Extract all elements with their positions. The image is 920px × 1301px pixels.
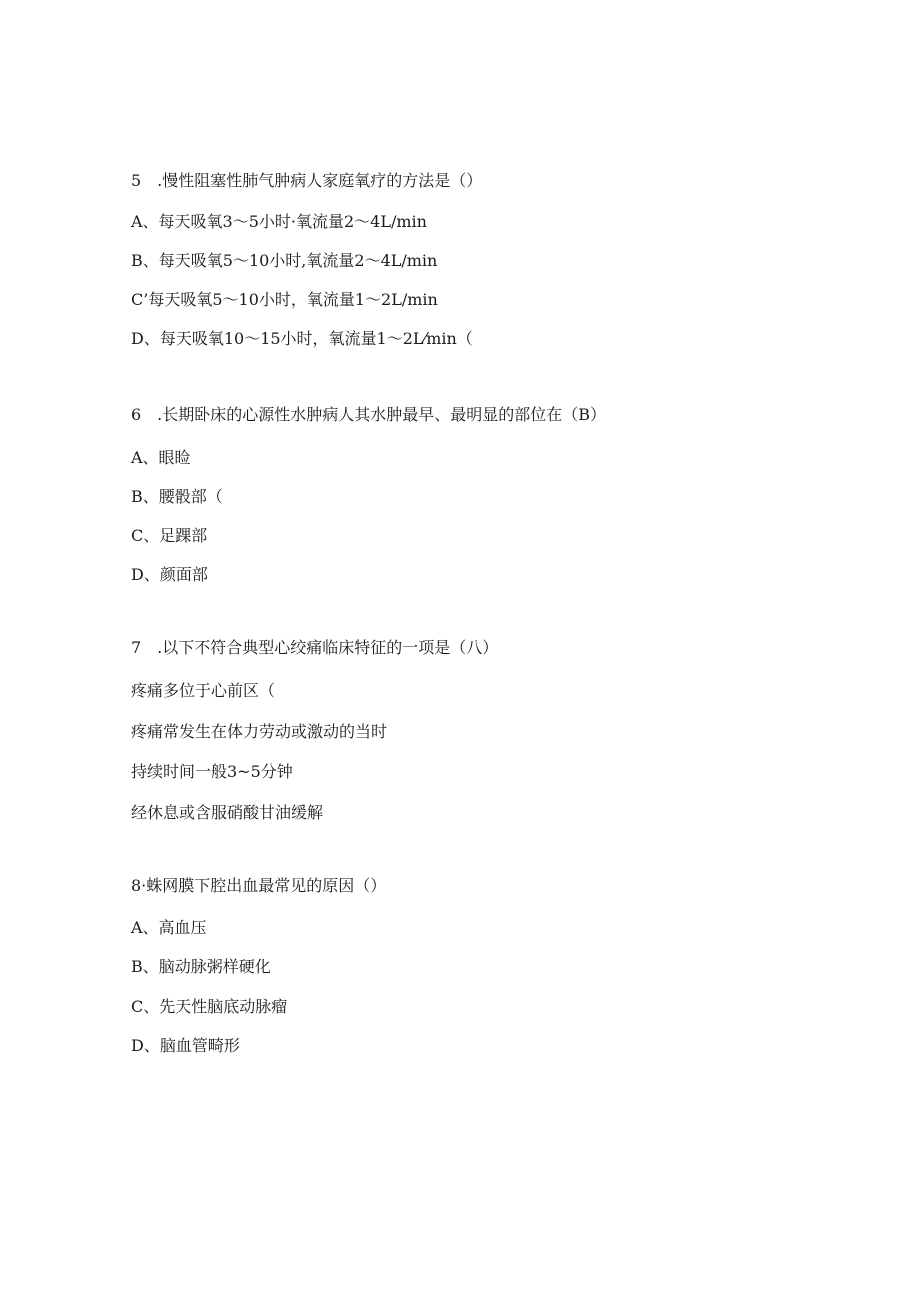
question-5-stem: 5 .慢性阻塞性肺气肿病人家庭氧疗的方法是（）	[131, 171, 483, 190]
question-5-option-c: C’每天吸氧5～10小时，氧流量1～2L/min	[131, 290, 438, 309]
question-7-option-3: 持续时间一般3~5分钟	[131, 762, 293, 781]
question-6-option-d: D、颜面部	[131, 565, 208, 584]
question-5-option-b: B、每天吸氧5～10小时,氧流量2～4L/min	[131, 251, 438, 270]
question-6-option-a: A、眼睑	[131, 448, 191, 467]
question-8-option-b: B、脑动脉粥样硬化	[131, 957, 271, 976]
question-8-option-c: C、先天性脑底动脉瘤	[131, 997, 288, 1016]
question-6-stem: 6 .长期卧床的心源性水肿病人其水肿最早、最明显的部位在（B）	[131, 405, 607, 424]
question-8-option-a: A、高血压	[131, 918, 207, 937]
question-5-option-d: D、每天吸氧10～15小时，氧流量1～2L⁄min（	[131, 329, 473, 348]
question-7-option-4: 经休息或含服硝酸甘油缓解	[131, 803, 324, 822]
question-6-option-b: B、腰骰部（	[131, 487, 223, 506]
question-8-option-d: D、脑血管畸形	[131, 1036, 240, 1055]
question-8-stem: 8·蛛网膜下腔出血最常见的原因（）	[131, 876, 387, 895]
question-6-option-c: C、足踝部	[131, 526, 208, 545]
question-7-stem: 7 .以下不符合典型心绞痛临床特征的一项是（八）	[131, 638, 499, 657]
question-5-option-a: A、每天吸氧3～5小时·氧流量2～4L/min	[131, 212, 427, 231]
question-7-option-2: 疼痛常发生在体力劳动或激动的当时	[131, 722, 388, 741]
question-7-option-1: 疼痛多位于心前区（	[131, 681, 276, 700]
